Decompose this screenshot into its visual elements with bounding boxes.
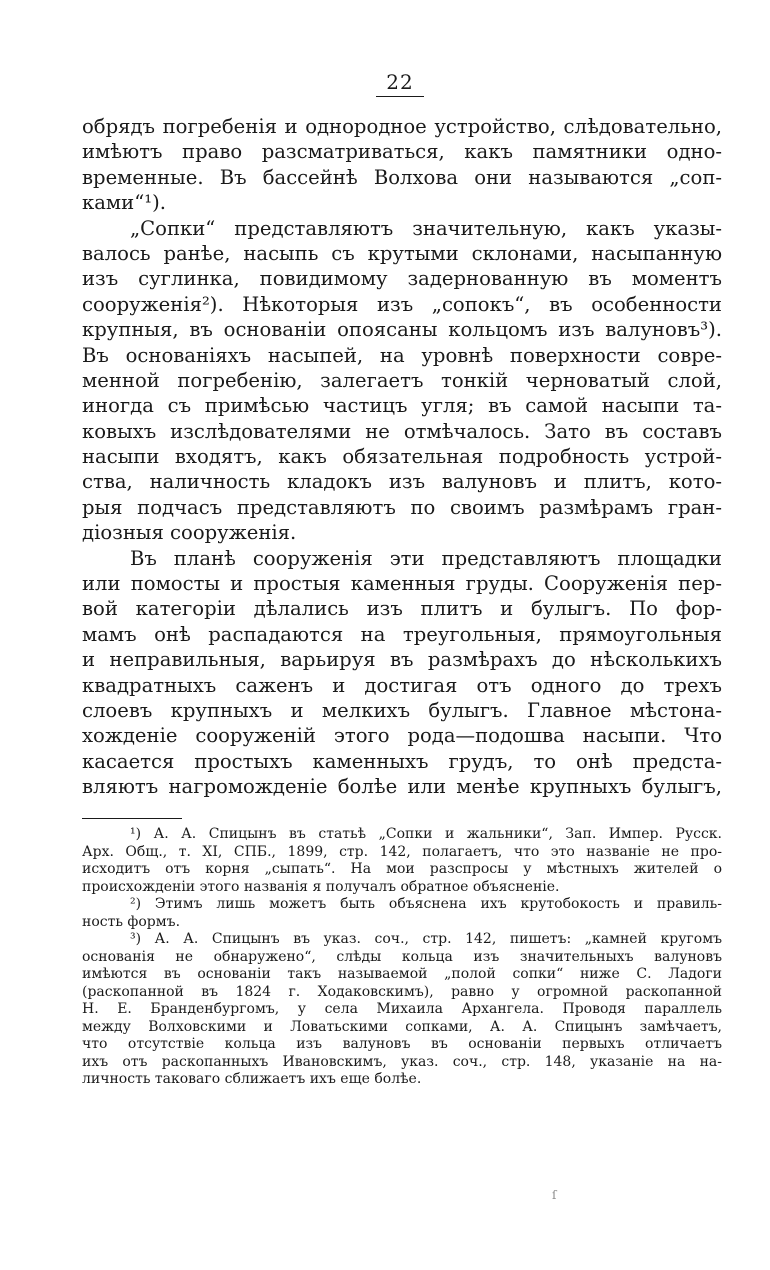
body-line: валось ранѣе, насыпь съ крутыми склонами, насыпанную [82, 241, 722, 265]
footnote-line: исходитъ отъ корня „сыпать“. На мои разспросы у мѣстныхъ жителей о [82, 861, 722, 877]
footnote-line: происхожденіи этого названія я получалъ обратное объясненіе. [82, 878, 560, 895]
footnote-line: личность таковаго сближаетъ ихъ еще болѣе. [82, 1071, 422, 1087]
body-line: крупныя, въ основаніи опоясаны кольцомъ изъ валуновъ³). [82, 318, 722, 342]
footnote-line: что отсутствіе кольца изъ валуновъ въ основаніи первыхъ отличаетъ [82, 1036, 722, 1052]
body-line: рыя подчасъ представляютъ по своимъ размѣрамъ гран- [82, 495, 722, 519]
footnote-line: ность формъ. [82, 913, 181, 930]
body-line: касается простыхъ каменныхъ грудъ, то онѣ предста- [82, 749, 722, 773]
body-line: Въ основаніяхъ насыпей, на уровнѣ поверхности совре- [82, 343, 722, 367]
footnote-line: Н. Е. Бранденбургомъ, у села Михаила Архангела. Проводя параллель [82, 1001, 722, 1017]
footnote-line: ¹) А. А. Спицынъ въ статьѣ „Сопки и жальники“, Зап. Импер. Русск. [130, 826, 722, 842]
footnotes [82, 826, 722, 1089]
body-line: діозныя сооруженія. [82, 521, 297, 545]
body-text [82, 114, 722, 800]
footnote-rule [82, 818, 182, 819]
body-line: ства, наличность кладокъ изъ валуновъ и плитъ, кото- [82, 470, 722, 494]
footnote-line: между Волховскими и Ловатьскими сопками, А. А. Спицынъ замѣчаетъ, [82, 1018, 722, 1035]
body-line: мамъ онѣ распадаются на треугольныя, прямоугольныя [82, 622, 722, 646]
body-line: сооруженія²). Нѣкоторыя изъ „сопокъ“, въ особенности [82, 292, 722, 316]
body-line: имѣютъ право разсматриваться, какъ памятники одно- [82, 140, 722, 164]
footnote-line: ²) Этимъ лишь можетъ быть объяснена ихъ крутобокость и правиль- [130, 896, 722, 912]
body-line: вляютъ нагроможденіе болѣе или менѣе крупныхъ булыгъ, [82, 775, 722, 799]
page-number: 22 [386, 70, 414, 94]
body-line: Въ планѣ сооруженія эти представляютъ площадки [130, 546, 722, 570]
body-line: „Сопки“ представляютъ значительную, какъ указы- [130, 216, 722, 240]
body-line: насыпи входятъ, какъ обязательная подробность устрой- [82, 445, 722, 469]
body-line: обрядъ погребенія и однородное устройство, слѣдовательно, [82, 115, 722, 138]
body-line: иногда съ примѣсью частицъ угля; въ самой насыпи та- [82, 394, 722, 418]
body-line: или помосты и простыя каменныя груды. Сооруженія пер- [82, 572, 722, 596]
body-line: ковыхъ изслѣдователями не отмѣчалось. Зато въ составъ [82, 419, 722, 443]
body-line: и неправильныя, варьируя въ размѣрахъ до нѣсколькихъ [82, 648, 722, 672]
body-line: квадратныхъ саженъ и достигая отъ одного до трехъ [82, 673, 722, 697]
footnote-line: ихъ отъ раскопанныхъ Ивановскимъ, указ. соч., стр. 148, указаніе на на- [82, 1053, 722, 1070]
body-line: временные. Въ бассейнѣ Волхова они называются „соп- [82, 165, 722, 189]
footnote-line: (раскопанной въ 1824 г. Ходаковскимъ), равно у огромной раскопанной [82, 983, 722, 1000]
footnote-line: основанія не обнаружено“, слѣды кольца изъ значительныхъ валуновъ [82, 948, 722, 965]
body-line: ками“¹). [82, 191, 166, 215]
body-line: слоевъ крупныхъ и мелкихъ булыгъ. Главное мѣстона- [82, 698, 722, 722]
body-line: вой категоріи дѣлались изъ плитъ и булыгъ. По фор- [82, 597, 722, 621]
body-line: изъ суглинка, повидимому задернованную въ моментъ [82, 267, 722, 291]
scan-mark: ſ [552, 1188, 557, 1202]
footnote-line: ³) А. А. Спицынъ въ указ. соч., стр. 142, пишетъ: „камней кругомъ [130, 931, 722, 947]
footnote-line: Арх. Общ., т. XI, СПБ., 1899, стр. 142, полагаетъ, что это названіе не про- [82, 843, 722, 860]
page-number-rule [376, 96, 424, 97]
body-line: менной погребенію, залегаетъ тонкій черноватый слой, [82, 368, 722, 392]
body-line: хожденіе сооруженій этого рода—подошва насыпи. Что [82, 724, 722, 748]
footnote-line: имѣются въ основаніи такъ называемой „полой сопки“ ниже С. Ладоги [82, 966, 722, 982]
